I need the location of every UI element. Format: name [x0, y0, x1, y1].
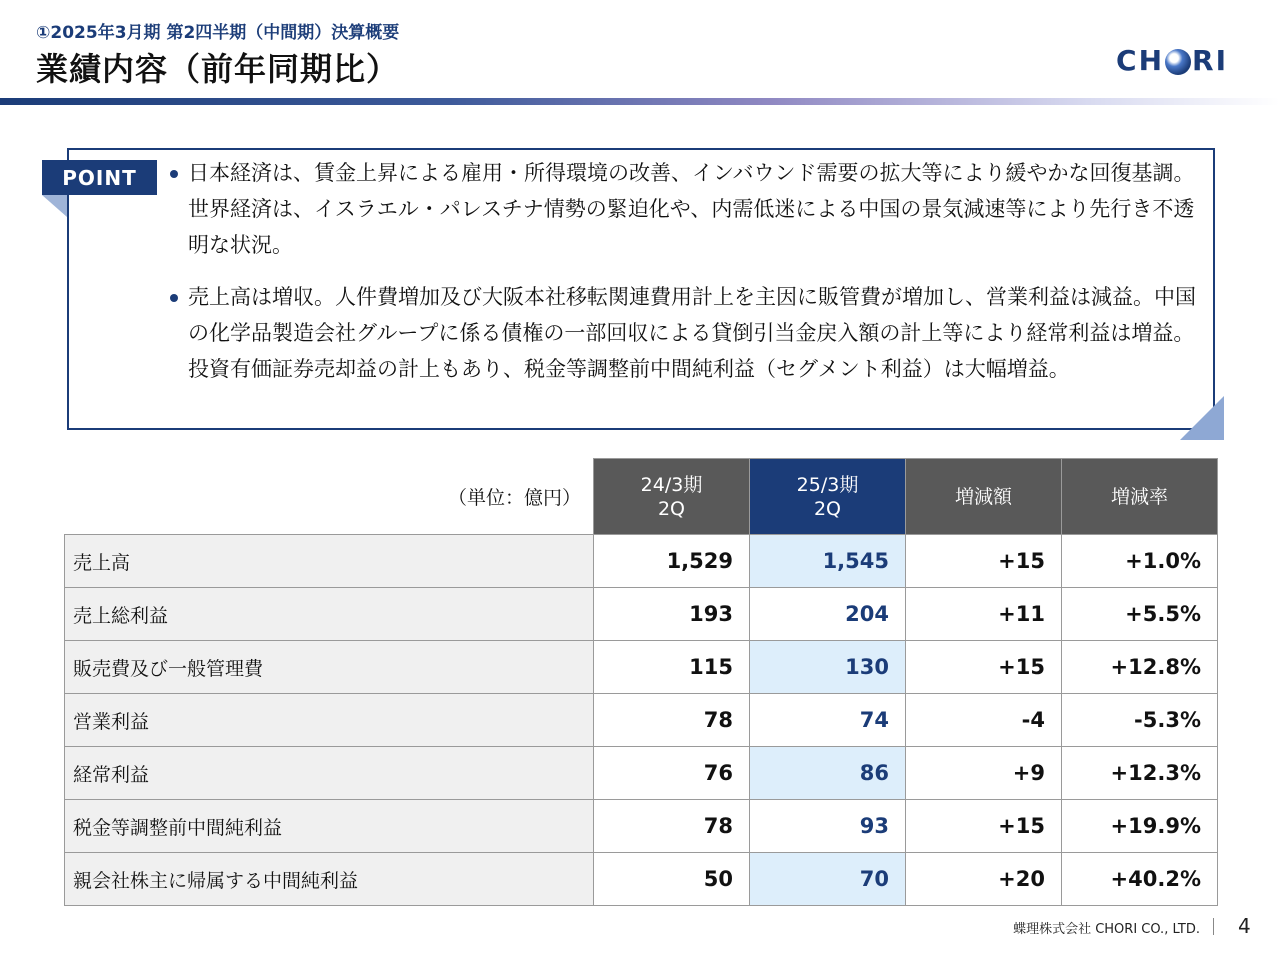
- cell-prev: 78: [594, 694, 750, 747]
- row-label: 税金等調整前中間純利益: [65, 800, 594, 853]
- table-row: [65, 535, 1218, 588]
- logo-globe-icon: [1165, 49, 1191, 75]
- cell-current: 86: [750, 747, 906, 800]
- row-label: 売上高: [65, 535, 594, 588]
- bullet-item: [170, 155, 1200, 263]
- cell-current: 204: [750, 588, 906, 641]
- col-header-current: [750, 459, 906, 535]
- bullet-item: [170, 279, 1200, 387]
- cell-diff: +15: [906, 800, 1062, 853]
- cell-rate: +12.3%: [1062, 747, 1218, 800]
- footer-company: 蝶理株式会社 CHORI CO., LTD.: [1013, 922, 1200, 937]
- cell-current: 74: [750, 694, 906, 747]
- bullet-text: 日本経済は、賃金上昇による雇用・所得環境の改善、インバウンド需要の拡大等により緩やかな回復基調。世界経済は、イスラエル・パレスチナ情勢の緊迫化や、内需低迷による中国の景気減速等により先行き不透明な状況。: [188, 161, 1195, 257]
- company-logo: [1116, 44, 1228, 77]
- table-row: [65, 853, 1218, 906]
- cell-rate: -5.3%: [1062, 694, 1218, 747]
- point-bullets: [170, 155, 1200, 403]
- cell-rate: +1.0%: [1062, 535, 1218, 588]
- col-header-line: 25/3期: [796, 473, 859, 496]
- point-tag: POINT: [42, 160, 157, 195]
- cell-prev: 193: [594, 588, 750, 641]
- table-row: [65, 641, 1218, 694]
- cell-current: 70: [750, 853, 906, 906]
- slide-title: 業績内容（前年同期比）: [36, 50, 400, 88]
- col-header-prev: [594, 459, 750, 535]
- table-row: [65, 588, 1218, 641]
- col-header-line: 2Q: [657, 497, 686, 520]
- cell-diff: -4: [906, 694, 1062, 747]
- logo-text-left: CH: [1116, 44, 1165, 77]
- bullet-dot-icon: [170, 294, 178, 302]
- cell-current: 1,545: [750, 535, 906, 588]
- cell-prev: 115: [594, 641, 750, 694]
- table-row: [65, 747, 1218, 800]
- cell-current: 93: [750, 800, 906, 853]
- slide-subtitle: ①2025年3月期 第2四半期（中間期）決算概要: [36, 23, 400, 43]
- cell-rate: +19.9%: [1062, 800, 1218, 853]
- logo-text-right: RI: [1192, 44, 1228, 77]
- cell-prev: 1,529: [594, 535, 750, 588]
- table-row: [65, 694, 1218, 747]
- col-header-line: 24/3期: [640, 473, 703, 496]
- row-label: 親会社株主に帰属する中間純利益: [65, 853, 594, 906]
- col-header-line: 2Q: [813, 497, 842, 520]
- cell-diff: +9: [906, 747, 1062, 800]
- page-number: 4: [1238, 914, 1251, 938]
- cell-prev: 50: [594, 853, 750, 906]
- cell-diff: +15: [906, 535, 1062, 588]
- unit-label: （単位：億円）: [65, 459, 594, 535]
- point-tag-fold: [42, 195, 67, 217]
- cell-prev: 78: [594, 800, 750, 853]
- cell-current: 130: [750, 641, 906, 694]
- bullet-dot-icon: [170, 170, 178, 178]
- cell-rate: +40.2%: [1062, 853, 1218, 906]
- col-header-rate: 増減率: [1062, 459, 1218, 535]
- bullet-text: 売上高は増収。人件費増加及び大阪本社移転関連費用計上を主因に販管費が増加し、営業利益は減益。中国の化学品製造会社グループに係る債権の一部回収による貸倒引当金戻入額の計上等により経常利益は増益。投資有価証券売却益の計上もあり、税金等調整前中間純利益（セグメント利益）は大幅増益。: [188, 285, 1196, 381]
- col-header-diff: 増減額: [906, 459, 1062, 535]
- cell-diff: +11: [906, 588, 1062, 641]
- row-label: 販売費及び一般管理費: [65, 641, 594, 694]
- cell-diff: +15: [906, 641, 1062, 694]
- table-row: [65, 800, 1218, 853]
- cell-rate: +5.5%: [1062, 588, 1218, 641]
- row-label: 営業利益: [65, 694, 594, 747]
- row-label: 経常利益: [65, 747, 594, 800]
- table-header-row: [65, 459, 1218, 535]
- cell-diff: +20: [906, 853, 1062, 906]
- cell-prev: 76: [594, 747, 750, 800]
- cell-rate: +12.8%: [1062, 641, 1218, 694]
- row-label: 売上総利益: [65, 588, 594, 641]
- header-gradient-bar: [0, 98, 1280, 105]
- results-table: [64, 458, 1218, 906]
- footer-divider: [1213, 918, 1214, 935]
